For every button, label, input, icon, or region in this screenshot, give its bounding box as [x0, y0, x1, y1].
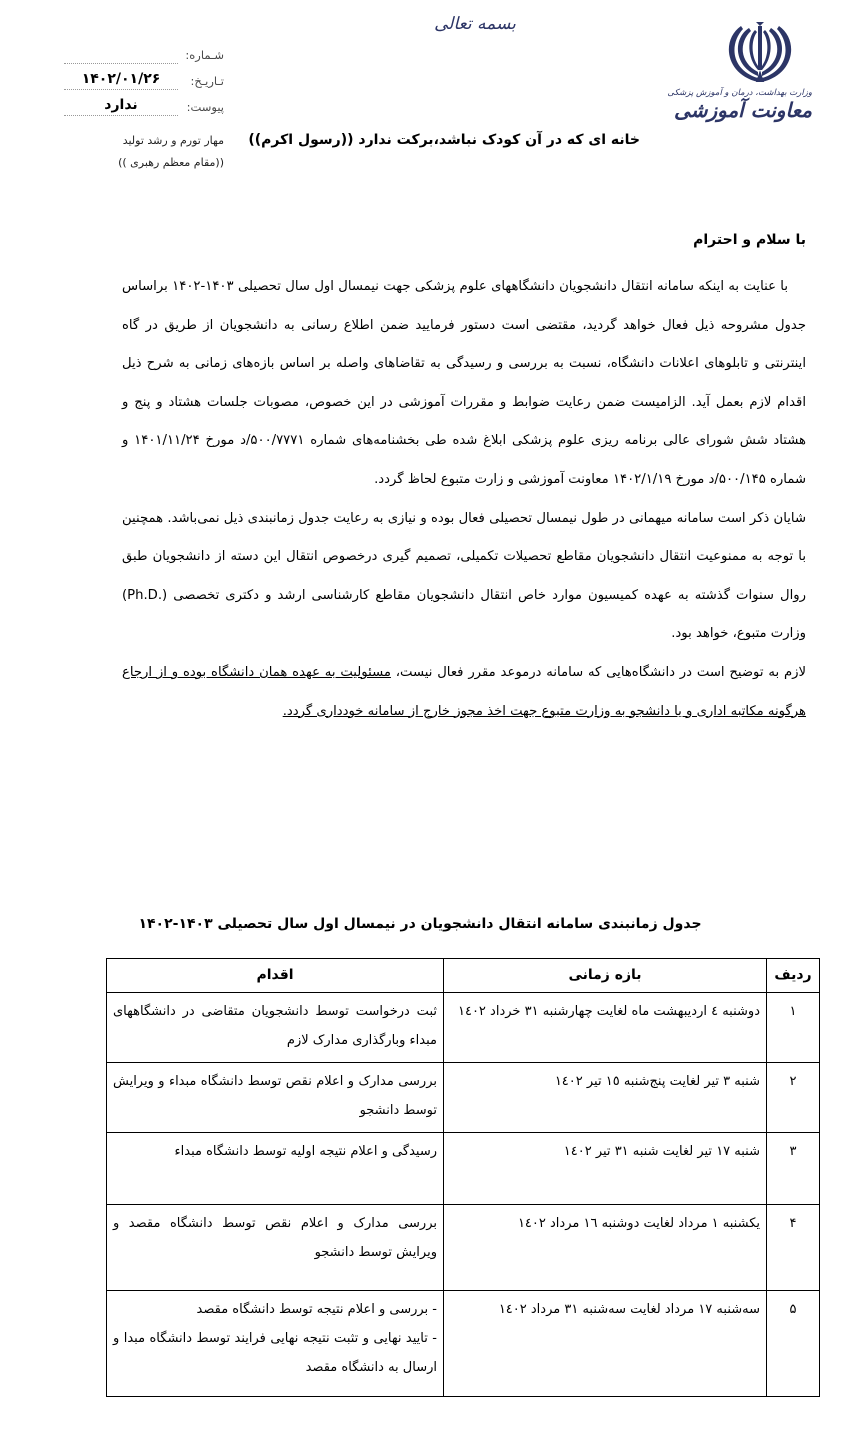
header-action: اقدام	[107, 959, 444, 993]
basmala-heading: بسمه تعالی	[434, 14, 516, 34]
paragraph-2: شایان ذکر است سامانه میهمانی در طول نیمسال تحصیلی فعال بوده و نیازی به رعایت جدول زمانبندی ذیل نمی‌باشد. همچنین با توجه به ممنوعیت انتقال دانشجویان مقاطع تحصیلات تکمیلی، تصمیم گیری درخصوص انتقال این دسته از دانشجویان طبق روال سنوات گذشته به عهده کمیسیون موارد خاص انتقال دانشجویان مقاطع کارشناسی ارشد و دکتری تخصصی (.Ph.D) وزارت متبوع، خواهد بود.	[122, 510, 806, 642]
row-action-line: - بررسی و اعلام نتیجه توسط دانشگاه مقصد	[196, 1302, 437, 1317]
attachment-label: پیوست:	[186, 100, 224, 114]
number-label: شـماره:	[185, 48, 224, 62]
paragraph-3	[122, 654, 806, 731]
ministry-logo	[667, 20, 812, 122]
table-row	[107, 1291, 820, 1397]
letter-body	[122, 268, 806, 731]
row-action: بررسی مدارک و اعلام نقص توسط دانشگاه مقصد و ویرایش توسط دانشجو	[107, 1205, 444, 1291]
header-time-range: بازه زمانی	[444, 959, 767, 993]
date-label: تـاریـخ:	[190, 74, 224, 88]
department-name: معاونت آموزشی	[674, 98, 812, 122]
letter-meta	[64, 38, 224, 116]
ministry-name: وزارت بهداشت، درمان و آموزش پزشکی	[667, 88, 812, 98]
paragraph-1: با عنایت به اینکه سامانه انتقال دانشجویان دانشگاههای علوم پزشکی جهت نیمسال اول سال تحصیلی ۱۴۰۳-۱۴۰۲ براساس جدول مشروحه ذیل فعال خواهد گردید، مقتضی است دستور فرمایید ضمن اطلاع رسانی به دانشجویان از طریق در گاه اینترنتی و تابلوهای اعلانات دانشگاه، نسبت به بررسی و رسیدگی به تقاضاهای واصله بر اساس بازه‌های زمانی به شرح ذیل اقدام لازم بعمل آید. الزامیست ضمن رعایت ضوابط و مقررات آموزشی در این خصوص، مصوبات جلسات هشتاد و پنج و هشتاد شش شورای عالی برنامه ریزی علوم پزشکی ابلاغ شده طی بخشنامه‌های شماره ۵۰۰/۷۷۷۱/د مورخ ۱۴۰۱/۱۱/۲۴ و شماره ۵۰۰/۱۴۵/د مورخ ۱۴۰۲/۱/۱۹ معاونت آموزشی و زارت متبوع لحاظ گردد.	[122, 279, 807, 487]
row-action-line: - تایید نهایی و تثبت نتیجه نهایی فرایند توسط دانشگاه مبدا و ارسال به دانشگاه مقصد	[113, 1331, 437, 1375]
greeting: با سلام و احترام	[693, 232, 806, 248]
paragraph-3-text: لازم به توضیح است در دانشگاه‌هایی که سامانه درموعد مقرر فعال نیست،	[390, 664, 806, 680]
iran-emblem-icon	[725, 20, 795, 86]
row-number: ۲	[767, 1063, 820, 1133]
row-number: ۴	[767, 1205, 820, 1291]
attachment-value: ندارد	[64, 95, 178, 116]
meta-number	[64, 38, 224, 64]
schedule-table	[106, 958, 820, 1397]
row-action	[107, 1291, 444, 1397]
row-action: ثبت درخواست توسط دانشجویان متقاضی در دانشگاههای مبداء وبارگذاری مدارک لازم	[107, 993, 444, 1063]
number-value	[64, 43, 178, 64]
row-time-range: یکشنبه ١ مرداد لغایت دوشنبه ١٦ مرداد ١٤٠٢	[444, 1205, 767, 1291]
slogan-line-1: مهار تورم و رشد تولید	[122, 134, 224, 147]
table-row	[107, 1063, 820, 1133]
header-row-number: ردیف	[767, 959, 820, 993]
row-action: رسیدگی و اعلام نتیجه اولیه توسط دانشگاه مبداء	[107, 1133, 444, 1205]
row-number: ۳	[767, 1133, 820, 1205]
table-row	[107, 993, 820, 1063]
table-title: جدول زمانبندی سامانه انتقال دانشجویان در نیمسال اول سال تحصیلی ۱۴۰۳-۱۴۰۲	[138, 916, 702, 932]
table-row	[107, 1133, 820, 1205]
meta-attachment	[64, 90, 224, 116]
row-time-range: شنبه ۳ تیر لغایت پنج‌شنبه ١٥ تیر ١٤٠٢	[444, 1063, 767, 1133]
motto: خانه ای که در آن کودک نباشد،برکت ندارد ((رسول اکرم))	[248, 132, 640, 148]
year-slogan	[64, 130, 224, 174]
table-row	[107, 1205, 820, 1291]
slogan-line-2: ((مقام معظم رهبری ))	[118, 156, 224, 169]
date-value: ۱۴۰۲/۰۱/۲۶	[64, 69, 178, 90]
paragraph-3-underlined: مسئولیت به عهده همان دانشگاه بوده و از ارجاع هرگونه مکاتبه اداری و یا دانشجو به وزارت متبوع جهت اخذ مجوز خارج از سامانه خودداری گردد.	[122, 664, 806, 719]
row-time-range: سه‌شنبه ۱۷ مرداد لغایت سه‌شنبه ۳۱ مرداد ١٤٠٢	[444, 1291, 767, 1397]
row-time-range: شنبه ۱۷ تیر لغایت شنبه ۳۱ تیر ١٤٠٢	[444, 1133, 767, 1205]
row-time-range: دوشنبه ٤ اردیبهشت ماه لغایت چهارشنبه ۳۱ خرداد ١٤٠٢	[444, 993, 767, 1063]
row-number: ۵	[767, 1291, 820, 1397]
table-header-row	[107, 959, 820, 993]
meta-date	[64, 64, 224, 90]
row-action: بررسی مدارک و اعلام نقص توسط دانشگاه مبداء و ویرایش توسط دانشجو	[107, 1063, 444, 1133]
row-number: ۱	[767, 993, 820, 1063]
